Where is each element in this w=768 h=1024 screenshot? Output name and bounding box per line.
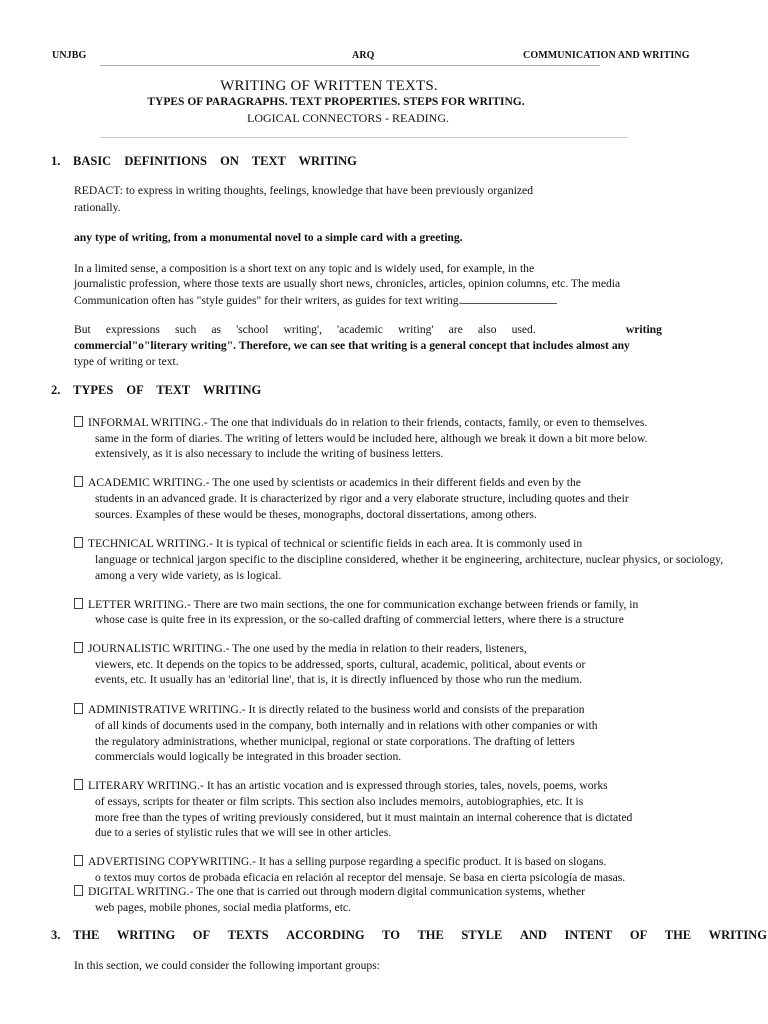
heading-word: OF (192, 928, 211, 942)
item-text: LITERARY WRITING.- It has an artistic vocation and is expressed through stories, tales, novels, poems, works (88, 779, 608, 792)
word: writing', (283, 323, 322, 336)
item-first-line (74, 597, 638, 613)
heading-word: STYLE (461, 928, 503, 942)
item-continuation-line: language or technical jargon specific to the discipline considered, whether it be engineering, architecture, nuclear physics, or sociology, (95, 553, 724, 566)
emphasis-line: any type of writing, from a monumental novel to a simple card with a greeting. (74, 231, 463, 244)
section-number: 1. (51, 154, 61, 168)
item-continuation-line: viewers, etc. It depends on the topics to be addressed, sports, cultural, academic, political, about events or (95, 658, 586, 671)
item-continuation-line: extensively, as it is also necessary to include the writing of business letters. (95, 447, 444, 460)
document-title: WRITING OF WRITTEN TEXTS. (220, 78, 438, 94)
item-text: JOURNALISTIC WRITING.- The one used by the media in relation to their readers, listeners, (88, 642, 527, 655)
word: are (448, 323, 463, 336)
item-continuation-line: due to a series of stylistic rules that we will see in other articles. (95, 826, 392, 839)
section-heading-3 (51, 928, 767, 943)
item-first-line (74, 536, 582, 552)
heading-word: THE (664, 928, 692, 942)
paragraph-text: Communication often has "style guides" for their writers, as guides for text writing. (74, 294, 462, 307)
item-continuation-line: the regulatory administrations, whether municipal, regional or state corporations. The drafting of letters (95, 735, 575, 748)
item-continuation-line: more free than the types of writing previously considered, but it must maintain an internal coherence that is dictated (95, 811, 633, 824)
heading-word: WRITING (708, 928, 767, 942)
section-number: 3. (51, 928, 61, 942)
item-continuation-line: among a very wide variety, as is logical. (95, 569, 282, 582)
item-text: ADVERTISING COPYWRITING.- It has a selling purpose regarding a specific product. It is based on slogans. (88, 855, 607, 868)
redact-definition: REDACT: to express in writing thoughts, feelings, knowledge that have been previously organized (74, 184, 533, 197)
blank-underline (461, 292, 557, 304)
item-continuation-line: of essays, scripts for theater or film scripts. This section also includes memoirs, autobiographies, etc. It is (95, 795, 584, 808)
heading-word: THE (417, 928, 444, 942)
section-number: 2. (51, 383, 61, 397)
item-continuation-line: events, etc. It usually has an 'editorial line', that is, it is directly influenced by those who run the medium. (95, 673, 583, 686)
redact-definition-cont: rationally. (74, 201, 121, 214)
word: 'school (236, 323, 269, 336)
word: such (175, 323, 197, 336)
item-text: ADMINISTRATIVE WRITING.- It is directly related to the business world and consists of the preparation (88, 703, 585, 716)
item-continuation-line: of all kinds of documents used in the company, both internally and in relations with other companies or with (95, 719, 598, 732)
item-text: LETTER WRITING.- There are two main sections, the one for communication exchange between friends or family, in (88, 598, 639, 611)
word: expressions (105, 323, 160, 336)
item-continuation-line: sources. Examples of these would be theses, monographs, doctoral dissertations, among others. (95, 508, 537, 521)
item-first-line (74, 475, 581, 491)
item-continuation-line: o textos muy cortos de probada eficacia en relación al receptor del mensaje. Se basa en cierta psicología de masas. (95, 871, 626, 884)
checkbox-bullet-icon (74, 855, 83, 866)
item-continuation-line: commercials would logically be integrated in this broader section. (95, 750, 402, 763)
paragraph-line-justified (74, 322, 662, 338)
section-title (73, 928, 767, 943)
word-bold: writing (625, 323, 662, 336)
header-course-name: COMMUNICATION AND WRITING (523, 50, 690, 61)
word: as (211, 323, 221, 336)
checkbox-bullet-icon (74, 476, 83, 487)
heading-word: TEXTS (227, 928, 269, 942)
heading-word: AND (519, 928, 547, 942)
checkbox-bullet-icon (74, 598, 83, 609)
item-text: DIGITAL WRITING.- The one that is carried out through modern digital communication systems, whether (88, 885, 585, 898)
item-text: INFORMAL WRITING.- The one that individuals do in relation to their friends, contacts, family, or even to themselves. (88, 416, 648, 429)
checkbox-bullet-icon (74, 537, 83, 548)
item-text: TECHNICAL WRITING.- It is typical of technical or scientific fields in each area. It is commonly used in (88, 537, 583, 550)
section-title: BASIC DEFINITIONS ON TEXT WRITING (73, 154, 357, 168)
item-continuation-line: whose case is quite free in its expression, or the so-called drafting of commercial letters, where there is a structure (95, 613, 624, 626)
title-divider (100, 137, 628, 138)
checkbox-bullet-icon (74, 642, 83, 653)
item-first-line (74, 884, 585, 900)
checkbox-bullet-icon (74, 416, 83, 427)
word: But (74, 323, 91, 336)
header-course-code: ARQ (352, 50, 375, 61)
section-heading-2 (51, 383, 261, 398)
section-heading-1 (51, 154, 357, 169)
document-subtitle: TYPES OF PARAGRAPHS. TEXT PROPERTIES. STEPS FOR WRITING. (147, 96, 525, 108)
item-first-line (74, 641, 527, 657)
word: 'academic (337, 323, 383, 336)
heading-word: WRITING (116, 928, 176, 942)
paragraph-line: type of writing or text. (74, 355, 179, 368)
item-continuation-line: same in the form of diaries. The writing of letters would be included here, although we break it down a bit more below. (95, 432, 648, 445)
section-title: TYPES OF TEXT WRITING (73, 383, 262, 397)
section-intro: In this section, we could consider the following important groups: (74, 959, 380, 972)
checkbox-bullet-icon (74, 703, 83, 714)
heading-word: THE (73, 928, 100, 942)
item-first-line (74, 702, 585, 718)
item-first-line (74, 778, 608, 794)
heading-word: INTENT (564, 928, 613, 942)
header-institution: UNJBG (52, 50, 87, 61)
word: also (477, 323, 497, 336)
header-divider (100, 65, 600, 66)
heading-word: ACCORDING (286, 928, 365, 942)
item-first-line (74, 854, 606, 870)
paragraph-line (74, 292, 557, 309)
checkbox-bullet-icon (74, 885, 83, 896)
paragraph-line: journalistic profession, where those texts are usually short news, chronicles, articles, opinion columns, etc. The media (74, 277, 621, 290)
word: writing' (397, 323, 434, 336)
heading-word: OF (629, 928, 648, 942)
item-continuation-line: students in an advanced grade. It is characterized by rigor and a very elaborate structure, including quotes and their (95, 492, 629, 505)
item-first-line (74, 415, 647, 431)
paragraph-line-bold: commercial"o"literary writing". Therefore, we can see that writing is a general concept that includes almost any (74, 339, 630, 352)
item-continuation-line: web pages, mobile phones, social media platforms, etc. (95, 901, 351, 914)
heading-word: TO (382, 928, 400, 942)
checkbox-bullet-icon (74, 779, 83, 790)
spacer (551, 322, 611, 338)
document-subtitle-2: LOGICAL CONNECTORS - READING. (247, 111, 449, 125)
word: used. (511, 323, 536, 336)
item-text: ACADEMIC WRITING.- The one used by scientists or academics in their different fields and even by the (88, 476, 581, 489)
paragraph-line: In a limited sense, a composition is a short text on any topic and is widely used, for example, in the (74, 262, 535, 275)
